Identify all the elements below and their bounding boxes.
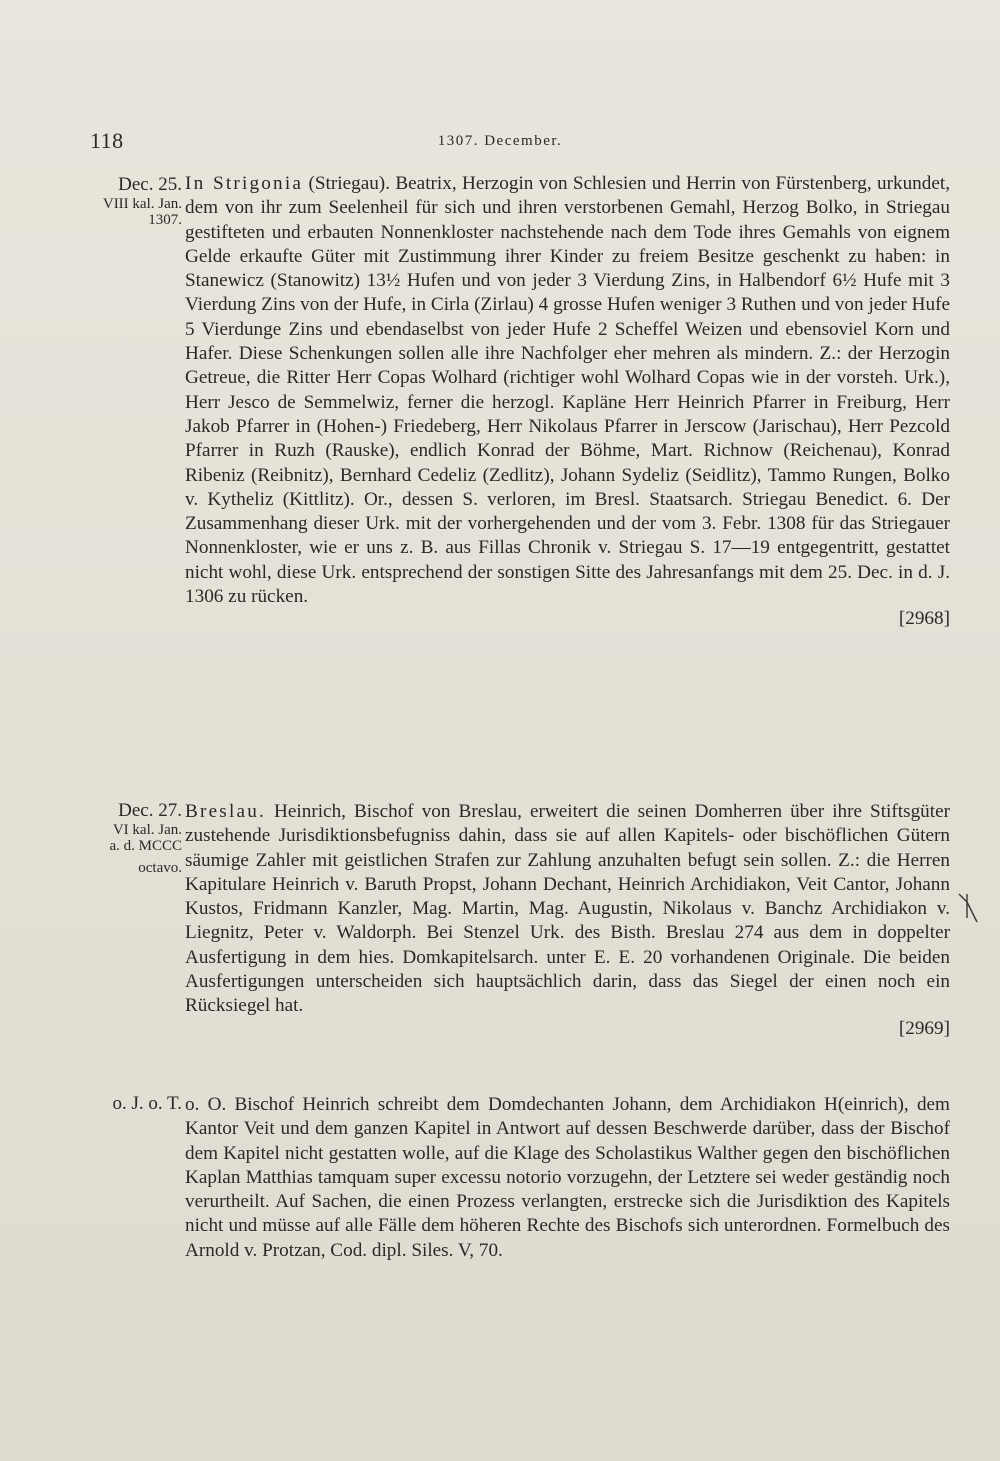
margin-date: o. J. o. T. [112, 1093, 182, 1114]
entry-place: Breslau. [185, 801, 267, 822]
entry-body: Bischof Heinrich schreibt dem Domdechanten Johann, dem Archidiakon H(einrich), dem Kantor Veit und dem ganzen Kapitel in Antwort auf dessen Beschwerde darüber, dass der Bischof dem Kapitel nicht gestatten wolle, auf die Klage des Scholastikus Walther gegen den bischöflichen Kaplan Matthias tamquam super excessu notorio vorzugehn, der Letztere sei weder geständig noch verurtheilt. Auf Sachen, die einen Prozess verlangten, erstrecke sich die Jurisdiktion des Kapitels nicht und müsse auf alle Fälle dem höheren Rechte des Bischofs sich unterordnen. Formelbuch des Arnold v. Protzan, Cod. dipl. Siles. V, 70. [185, 1094, 950, 1261]
entry-text [185, 172, 950, 632]
entry-number: [2969] [898, 1017, 950, 1039]
entry-text [185, 800, 950, 1041]
margin-line: VI kal. Jan. [112, 822, 182, 838]
margin-line: octavo. [138, 860, 182, 876]
margin-line: 1307. [148, 212, 182, 228]
entry-text [185, 1093, 950, 1263]
page-number: 118 [90, 128, 124, 153]
entry-place: In Strigonia [185, 173, 304, 194]
running-head: 1307. December. [437, 133, 563, 149]
entry-place: o. O. [185, 1094, 227, 1115]
pencil-mark-icon [955, 888, 985, 928]
entry-margin [70, 174, 182, 228]
entry-margin [70, 1093, 182, 1115]
entry-body: (Striegau). Beatrix, Herzogin von Schlesien und Herrin von Fürstenberg, urkundet, dem von ihr zum Seelenheil für sich und ihren verstorbenen Gemahl, Herzog Bolko, in Striegau gestifteten und erbauten Nonnenkloster nachstehende nach dem Tode ihres Gemahls von eignem Gelde erkaufte Güter mit Zustimmung ihrer Kinder zu freiem Besitze geschenkt zu haben: in Stanewicz (Stanowitz) 13½ Hufen und von jeder 3 Vierdung Zins, in Halbendorf 6½ Hufe mit 3 Vierdung Zins von der Hufe, in Cirla (Zirlau) 4 grosse Hufen weniger 3 Ruthen und von jeder Hufe 5 Vierdunge Zins und ebendaselbst von jeder Hufe 2 Scheffel Weizen und ebensoviel Korn und Hafer. Diese Schenkungen sollen alle ihre Nachfolger eher mehren als mindern. Z.: der Herzogin Getreue, die Ritter Herr Copas Wolhard (richtiger wohl Wolhard Copas wie in der vorsteh. Urk.), Herr Jesco de Semmelwiz, ferner die herzogl. Kapläne Herr Heinrich Pfarrer in Freiburg, Herr Jakob Pfarrer in (Hohen-) Friedeberg, Herr Nikolaus Pfarrer in Jerscow (Jarischau), Herr Pezcold Pfarrer in Ruzh (Rauske), endlich Konrad der Böhme, Mart. Richnow (Reichenau), Konrad Ribeniz (Reibnitz), Bernhard Cedeliz (Zedlitz), Johann Sydeliz (Seidlitz), Tammo Rungen, Bolko v. Kytheliz (Kittlitz). Or., dessen S. verloren, im Bresl. Staatsarch. Striegau Benedict. 6. Der Zusammenhang dieser Urk. mit der vorhergehenden und der vom 3. Febr. 1308 für das Striegauer Nonnenkloster, wie er uns z. B. aus Fillas Chronik v. Striegau S. 17—19 entgegentritt, gestattet nicht wohl, diese Urk. entsprechend der sonstigen Sitte des Jahresanfangs mit dem 25. Dec. in d. J. 1306 zu rücken. [185, 173, 951, 608]
entry-margin [70, 800, 182, 876]
entry-body: Heinrich, Bischof von Breslau, erweitert die seinen Domherren über ihre Stiftsgüter zustehende Jurisdiktionsbefugniss dahin, dass sie auf allen Kapitels- oder bischöflichen Gütern säumige Zahler mit geistlichen Strafen zur Zahlung anzuhalten befugt sein sollen. Z.: die Herren Kapitulare Heinrich v. Baruth Propst, Johann Dechant, Heinrich Archidiakon, Veit Cantor, Johann Kustos, Fridmann Kanzler, Mag. Martin, Mag. Augustin, Nikolaus v. Banchz Archidiakon v. Liegnitz, Peter v. Waldorph. Bei Stenzel Urk. des Bisth. Breslau 274 aus dem in doppelter Ausfertigung in dem hies. Domkapitelsarch. unter E. E. 20 vorhandenen Originale. Die beiden Ausfertigungen unterscheiden sich hauptsächlich darin, dass das Siegel der einen noch ein Rücksiegel hat. [185, 801, 950, 1017]
entry-number: [2968] [898, 608, 950, 630]
margin-line: a. d. MCCC [109, 838, 182, 854]
page-header [0, 128, 1000, 158]
margin-date: Dec. 25. [118, 174, 182, 195]
margin-line: VIII kal. Jan. [102, 196, 182, 212]
margin-date: Dec. 27. [118, 800, 182, 821]
